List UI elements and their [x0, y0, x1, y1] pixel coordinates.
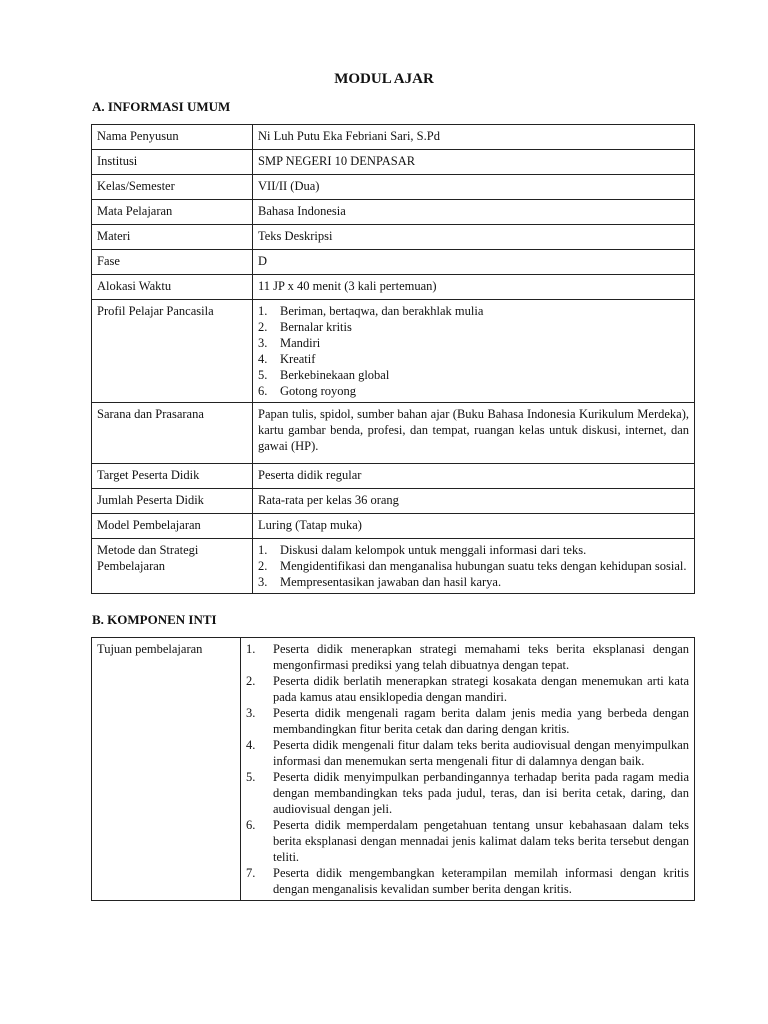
list-item: 5. Berkebinekaan global [258, 368, 390, 382]
row-label: Profil Pelajar Pancasila [92, 300, 253, 403]
row-label: Target Peserta Didik [92, 464, 253, 489]
row-value [241, 638, 695, 901]
row-value: VII/II (Dua) [253, 175, 695, 200]
table-row [92, 489, 695, 514]
row-label: Kelas/Semester [92, 175, 253, 200]
list-item: 2. Bernalar kritis [258, 320, 352, 334]
table-row [92, 403, 695, 464]
table-row [92, 638, 695, 901]
list-item: 2. Peserta didik berlatih menerapkan strategi kosakata dengan menemukan arti kata pada kamus atau ensiklopedia dengan mandiri. [246, 674, 689, 704]
row-label: Mata Pelajaran [92, 200, 253, 225]
row-value: Bahasa Indonesia [253, 200, 695, 225]
row-label: Materi [92, 225, 253, 250]
table-row [92, 150, 695, 175]
table-row [92, 250, 695, 275]
row-value: SMP NEGERI 10 DENPASAR [253, 150, 695, 175]
row-label: Fase [92, 250, 253, 275]
document-title: MODUL AJAR [334, 71, 434, 87]
list-item: 1. Peserta didik menerapkan strategi memahami teks berita eksplanasi dengan mengonfirmasi prediksi yang telah dibuatnya dengan tepat. [246, 642, 689, 672]
list-item: 5. Peserta didik menyimpulkan perbandingannya terhadap berita pada ragam media dengan membandingkan teks pada judul, teras, dan isi berita cetak, daring, dan audiovisual dengan jeli. [246, 770, 689, 816]
row-label: Alokasi Waktu [92, 275, 253, 300]
info-umum-table [91, 124, 695, 594]
list-item: 4. Kreatif [258, 352, 316, 366]
table-row [92, 464, 695, 489]
section-a-heading: A. INFORMASI UMUM [92, 99, 231, 114]
list-item: 1. Diskusi dalam kelompok untuk menggali informasi dari teks. [258, 543, 587, 557]
komponen-inti-table [91, 637, 695, 901]
metode-list [258, 542, 689, 590]
row-label: Sarana dan Prasarana [92, 403, 253, 464]
row-label: Institusi [92, 150, 253, 175]
table-row [92, 514, 695, 539]
row-value: Ni Luh Putu Eka Febriani Sari, S.Pd [253, 125, 695, 150]
section-b-heading: B. KOMPONEN INTI [92, 612, 217, 627]
row-value: D [253, 250, 695, 275]
list-item: 6. Gotong royong [258, 384, 357, 398]
row-label: Nama Penyusun [92, 125, 253, 150]
list-item: 1. Beriman, bertaqwa, dan berakhlak mulia [258, 304, 484, 318]
row-value [253, 539, 695, 594]
row-value: Rata-rata per kelas 36 orang [253, 489, 695, 514]
row-value: Papan tulis, spidol, sumber bahan ajar (Buku Bahasa Indonesia Kurikulum Merdeka), kartu gambar benda, profesi, dan tempat, ruangan kelas untuk diskusi, internet, dan gawai (HP). [253, 403, 695, 464]
table-row [92, 275, 695, 300]
row-label: Jumlah Peserta Didik [92, 489, 253, 514]
tujuan-list [246, 641, 689, 897]
list-item: 3. Mandiri [258, 336, 321, 350]
list-item: 2. Mengidentifikasi dan menganalisa hubungan suatu teks dengan kehidupan sosial. [258, 559, 687, 573]
profil-list [258, 303, 689, 399]
table-row [92, 300, 695, 403]
list-item: 4. Peserta didik mengenali fitur dalam teks berita audiovisual dengan menyimpulkan informasi dan menemukan serta mengenali fitur di dalamnya dengan baik. [246, 738, 689, 768]
table-row [92, 539, 695, 594]
row-label: Model Pembelajaran [92, 514, 253, 539]
row-value: Luring (Tatap muka) [253, 514, 695, 539]
table-row [92, 225, 695, 250]
table-row [92, 200, 695, 225]
list-item: 6. Peserta didik memperdalam pengetahuan tentang unsur kebahasaan dalam teks berita eksplanasi dengan mennadai jenis kalimat dalam teks berita tersebut dengan teliti. [246, 818, 689, 864]
row-label: Tujuan pembelajaran [92, 638, 241, 901]
row-value [253, 300, 695, 403]
row-label: Metode dan Strategi Pembelajaran [92, 539, 253, 594]
row-value: Teks Deskripsi [253, 225, 695, 250]
list-item: 7. Peserta didik mengembangkan keterampilan memilah informasi dengan kritis dengan menganalisis kevalidan sumber berita dengan kritis. [246, 866, 689, 896]
table-row [92, 175, 695, 200]
list-item: 3. Peserta didik mengenali ragam berita dalam jenis media yang berbeda dengan membandingkan fitur berita cetak dan daring dengan kritis. [246, 706, 689, 736]
row-value: 11 JP x 40 menit (3 kali pertemuan) [253, 275, 695, 300]
list-item: 3. Mempresentasikan jawaban dan hasil karya. [258, 575, 502, 589]
table-row [92, 125, 695, 150]
row-value: Peserta didik regular [253, 464, 695, 489]
